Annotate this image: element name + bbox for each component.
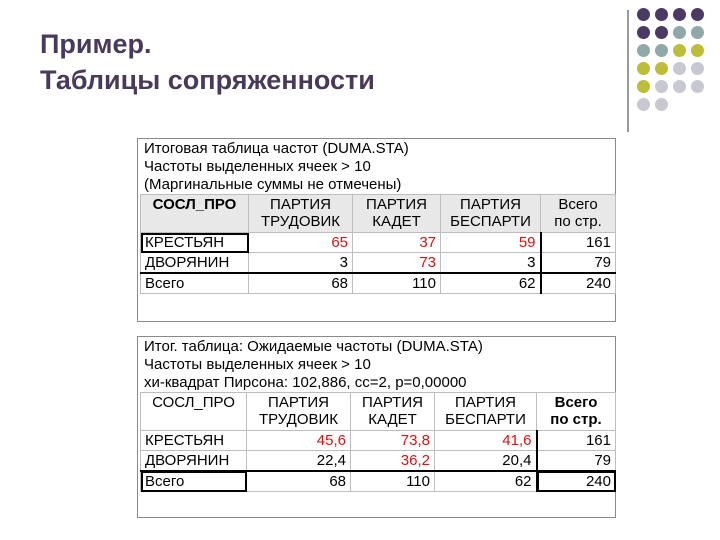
table-cell[interactable]: 110 xyxy=(353,273,441,294)
column-header-sosl-pro[interactable]: СОСЛ_ПРО xyxy=(141,393,247,431)
table1-header-line: Частоты выделенных ячеек > 10 xyxy=(144,158,371,175)
table-cell[interactable]: 20,4 xyxy=(435,451,537,472)
table-row xyxy=(141,451,616,472)
row-label-dvoryanin[interactable]: ДВОРЯНИН xyxy=(141,253,249,274)
row-label-total[interactable]: Всего xyxy=(141,471,247,492)
table-cell[interactable]: 240 xyxy=(537,471,616,492)
decorative-dot xyxy=(637,26,650,39)
row-label-dvoryanin[interactable]: ДВОРЯНИН xyxy=(141,451,247,472)
table-cell[interactable]: 73 xyxy=(353,253,441,274)
table-cell[interactable]: 62 xyxy=(435,471,537,492)
observed-frequency-table-panel xyxy=(137,138,616,322)
column-header-kadet[interactable]: ПАРТИЯ КАДЕТ xyxy=(351,393,435,431)
table-cell[interactable]: 161 xyxy=(541,233,616,253)
column-header-sosl-pro[interactable]: СОСЛ_ПРО xyxy=(141,195,249,233)
decorative-dot xyxy=(691,80,704,93)
decorative-dot xyxy=(673,80,686,93)
row-label-krestyan[interactable]: КРЕСТЬЯН xyxy=(141,431,247,451)
table-cell[interactable]: 59 xyxy=(441,233,541,253)
row-label-total[interactable]: Всего xyxy=(141,273,249,294)
table-cell[interactable]: 41,6 xyxy=(435,431,537,451)
decorative-dot xyxy=(673,8,686,21)
expected-frequency-table-panel xyxy=(137,336,616,518)
column-header-bесparti[interactable]: ПАРТИЯ БЕСПАРТИ xyxy=(441,195,541,233)
decorative-dot xyxy=(691,44,704,57)
decorative-divider xyxy=(627,10,629,132)
decorative-dot xyxy=(691,62,704,75)
table-cell[interactable]: 68 xyxy=(247,471,351,492)
table-cell[interactable]: 73,8 xyxy=(351,431,435,451)
decorative-dot xyxy=(691,8,704,21)
column-header-total[interactable]: Всего по стр. xyxy=(541,195,616,233)
decorative-dot xyxy=(637,44,650,57)
table2-header xyxy=(138,337,615,392)
table-cell[interactable]: 3 xyxy=(249,253,353,274)
table2-header-line: Частоты выделенных ячеек > 10 xyxy=(144,356,371,373)
table-row-total xyxy=(141,273,616,294)
decorative-dot xyxy=(637,98,650,111)
decorative-dot xyxy=(655,8,668,21)
table-cell[interactable]: 36,2 xyxy=(351,451,435,472)
table-header-row xyxy=(141,195,616,233)
table-row xyxy=(141,233,616,253)
decorative-dot xyxy=(655,62,668,75)
table-cell[interactable]: 65 xyxy=(249,233,353,253)
decorative-dot xyxy=(673,62,686,75)
table-cell[interactable]: 45,6 xyxy=(247,431,351,451)
table-cell[interactable]: 110 xyxy=(351,471,435,492)
slide-title xyxy=(40,26,375,98)
title-line-1: Пример. xyxy=(40,29,152,59)
decorative-dot xyxy=(637,8,650,21)
decorative-dot xyxy=(655,44,668,57)
table2-header-line: Итог. таблица: Ожидаемые частоты (DUMA.STA) xyxy=(144,338,483,355)
table-cell[interactable]: 161 xyxy=(537,431,616,451)
table1-header-line: (Маргинальные суммы не отмечены) xyxy=(144,176,402,193)
decorative-dot xyxy=(673,26,686,39)
table1-header xyxy=(138,139,615,194)
decorative-dot xyxy=(637,80,650,93)
decorative-dot xyxy=(637,62,650,75)
table-header-row xyxy=(141,393,616,431)
title-line-2: Таблицы сопряженности xyxy=(40,65,375,95)
column-header-besparti[interactable]: ПАРТИЯ БЕСПАРТИ xyxy=(435,393,537,431)
table-cell[interactable]: 68 xyxy=(249,273,353,294)
table-row-total xyxy=(141,471,616,492)
table-cell[interactable]: 3 xyxy=(441,253,541,274)
column-header-trudovik[interactable]: ПАРТИЯ ТРУДОВИК xyxy=(247,393,351,431)
decorative-dot xyxy=(691,26,704,39)
row-label-krestyan[interactable]: КРЕСТЬЯН xyxy=(141,233,249,253)
decorative-dot xyxy=(655,98,668,111)
table-cell[interactable]: 79 xyxy=(537,451,616,472)
table-row xyxy=(141,253,616,274)
table1-header-line: Итоговая таблица частот (DUMA.STA) xyxy=(144,140,409,157)
table-row xyxy=(141,431,616,451)
column-header-kadet[interactable]: ПАРТИЯ КАДЕТ xyxy=(353,195,441,233)
table-cell[interactable]: 240 xyxy=(541,273,616,294)
decorative-dot-grid xyxy=(637,8,717,128)
column-header-total[interactable]: Всего по стр. xyxy=(537,393,616,431)
observed-frequency-table xyxy=(140,194,616,294)
decorative-dot xyxy=(673,44,686,57)
table-cell[interactable]: 37 xyxy=(353,233,441,253)
table2-header-line: хи-квадрат Пирсона: 102,886, сс=2, p=0,00000 xyxy=(144,374,467,391)
table-cell[interactable]: 62 xyxy=(441,273,541,294)
decorative-dot xyxy=(655,80,668,93)
column-header-trudovik[interactable]: ПАРТИЯ ТРУДОВИК xyxy=(249,195,353,233)
table-cell[interactable]: 79 xyxy=(541,253,616,274)
expected-frequency-table xyxy=(140,392,616,492)
table-cell[interactable]: 22,4 xyxy=(247,451,351,472)
decorative-dot xyxy=(655,26,668,39)
